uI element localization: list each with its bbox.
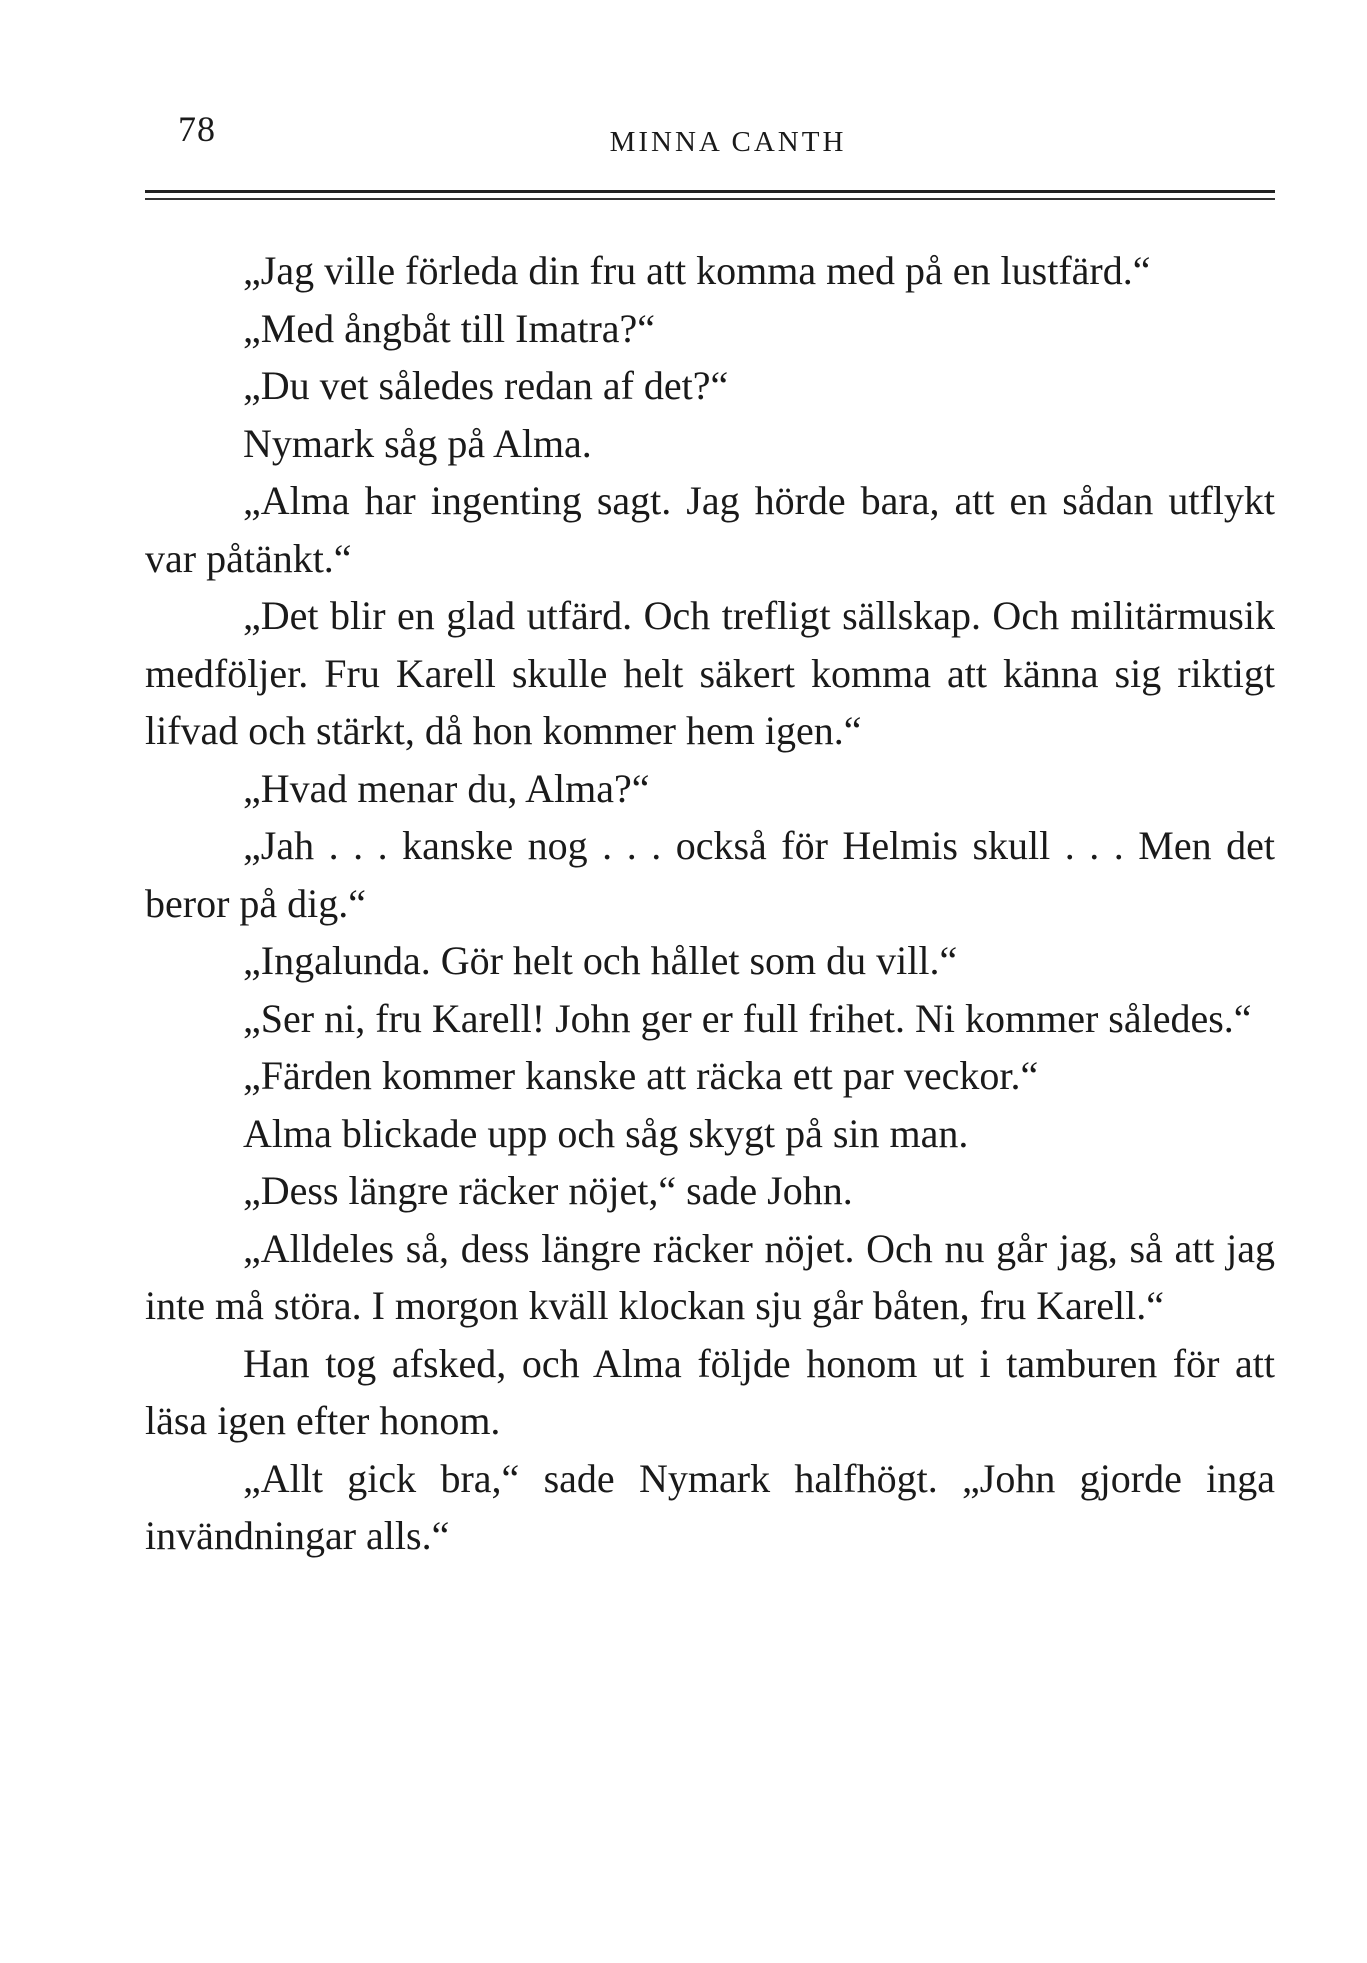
page-number: 78 bbox=[178, 109, 216, 149]
paragraph: „Du vet således redan af det?“ bbox=[243, 363, 729, 408]
header-rule-secondary bbox=[145, 198, 1275, 200]
paragraph: „Med ångbåt till Imatra?“ bbox=[243, 305, 656, 351]
body-text bbox=[145, 242, 1275, 1565]
paragraph: „Alma har ingenting sagt. Jag hörde bara, att en sådan utflykt var påtänkt.“ bbox=[145, 478, 1275, 581]
paragraph: „Alldeles så, dess längre räcker nöjet. Och nu går jag, så att jag inte må störa. I morgon kväll klockan sju går båten, fru Karell.“ bbox=[145, 1225, 1275, 1328]
paragraph: Nymark såg på Alma. bbox=[243, 420, 592, 466]
running-head: MINNA CANTH bbox=[609, 126, 847, 158]
paragraph: „Jag ville förleda din fru att komma med på en lustfärd.“ bbox=[243, 248, 1151, 293]
header-rule bbox=[145, 190, 1275, 193]
paragraph: „Hvad menar du, Alma?“ bbox=[243, 765, 650, 811]
paragraph: „Jah . . . kanske nog . . . också för Helmis skull . . . Men det beror på dig.“ bbox=[145, 823, 1275, 926]
paragraph: Alma blickade upp och såg skygt på sin man. bbox=[243, 1110, 969, 1156]
paragraph: „Färden kommer kanske att räcka ett par veckor.“ bbox=[243, 1053, 1039, 1098]
paragraph: „Det blir en glad utfärd. Och trefligt sällskap. Och militärmusik medföljer. Fru Karell skulle helt säkert komma att känna sig riktigt lifvad och stärkt, då hon kommer hem igen.“ bbox=[145, 593, 1275, 753]
page-header bbox=[178, 108, 1278, 168]
paragraph: „Ingalunda. Gör helt och hållet som du vill.“ bbox=[243, 938, 958, 983]
paragraph: „Ser ni, fru Karell! John ger er full frihet. Ni kommer således.“ bbox=[243, 995, 1252, 1041]
paragraph: „Allt gick bra,“ sade Nymark halfhögt. „John gjorde inga invändningar alls.“ bbox=[145, 1455, 1275, 1558]
paragraph: „Dess längre räcker nöjet,“ sade John. bbox=[243, 1168, 853, 1213]
paragraph: Han tog afsked, och Alma följde honom ut i tamburen för att läsa igen efter honom. bbox=[145, 1340, 1275, 1443]
